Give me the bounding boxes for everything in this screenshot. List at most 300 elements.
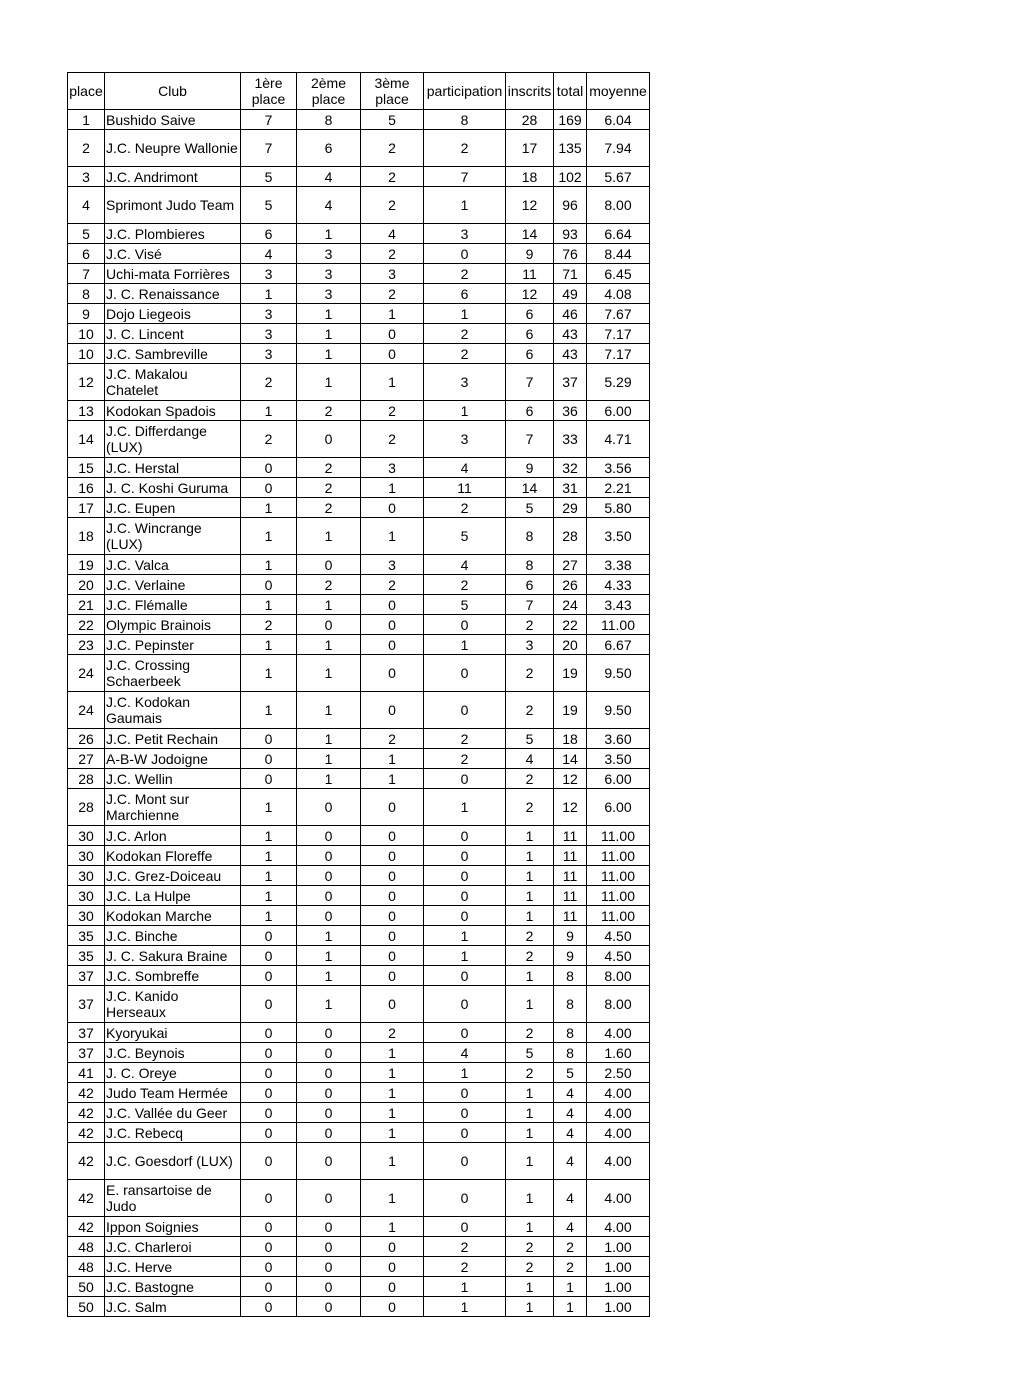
total-cell: 14: [554, 749, 587, 769]
first-place-cell: 0: [241, 1143, 297, 1180]
moyenne-cell: 6.00: [587, 769, 650, 789]
place-cell: 30: [68, 886, 105, 906]
total-cell: 37: [554, 364, 587, 401]
table-row: [68, 401, 650, 421]
inscrits-cell: 28: [506, 110, 554, 130]
participation-cell: 0: [424, 906, 506, 926]
moyenne-cell: 7.94: [587, 130, 650, 167]
total-cell: 22: [554, 615, 587, 635]
inscrits-cell: 8: [506, 518, 554, 555]
table-row: [68, 478, 650, 498]
club-cell: J.C. Plombieres: [105, 224, 241, 244]
third-place-cell: 0: [361, 344, 424, 364]
moyenne-cell: 5.29: [587, 364, 650, 401]
club-cell: J.C. Herve: [105, 1257, 241, 1277]
table-row: [68, 364, 650, 401]
place-cell: 24: [68, 655, 105, 692]
total-cell: 4: [554, 1123, 587, 1143]
second-place-cell: 0: [297, 1143, 361, 1180]
header-participation: participation: [424, 73, 506, 110]
club-cell: J.C. Visé: [105, 244, 241, 264]
place-cell: 7: [68, 264, 105, 284]
first-place-cell: 5: [241, 187, 297, 224]
inscrits-cell: 1: [506, 1180, 554, 1217]
third-place-cell: 0: [361, 324, 424, 344]
third-place-cell: 0: [361, 846, 424, 866]
place-cell: 26: [68, 729, 105, 749]
first-place-cell: 6: [241, 224, 297, 244]
moyenne-cell: 11.00: [587, 906, 650, 926]
second-place-cell: 0: [297, 555, 361, 575]
total-cell: 36: [554, 401, 587, 421]
second-place-cell: 1: [297, 966, 361, 986]
second-place-cell: 0: [297, 1297, 361, 1317]
inscrits-cell: 18: [506, 167, 554, 187]
second-place-cell: 1: [297, 749, 361, 769]
total-cell: 12: [554, 769, 587, 789]
second-place-cell: 0: [297, 1277, 361, 1297]
first-place-cell: 0: [241, 1217, 297, 1237]
table-row: [68, 789, 650, 826]
moyenne-cell: 6.00: [587, 401, 650, 421]
total-cell: 169: [554, 110, 587, 130]
second-place-cell: 0: [297, 1103, 361, 1123]
club-cell: Kodokan Spadois: [105, 401, 241, 421]
club-cell: J.C. Crossing Schaerbeek: [105, 655, 241, 692]
moyenne-cell: 6.04: [587, 110, 650, 130]
table-row: [68, 1043, 650, 1063]
inscrits-cell: 6: [506, 575, 554, 595]
second-place-cell: 0: [297, 826, 361, 846]
third-place-cell: 1: [361, 1143, 424, 1180]
first-place-cell: 1: [241, 846, 297, 866]
moyenne-cell: 5.67: [587, 167, 650, 187]
participation-cell: 1: [424, 401, 506, 421]
place-cell: 28: [68, 769, 105, 789]
second-place-cell: 0: [297, 1023, 361, 1043]
third-place-cell: 0: [361, 946, 424, 966]
table-row: [68, 1217, 650, 1237]
third-place-cell: 0: [361, 692, 424, 729]
participation-cell: 5: [424, 518, 506, 555]
participation-cell: 2: [424, 264, 506, 284]
club-cell: J.C. Rebecq: [105, 1123, 241, 1143]
club-cell: J.C. Grez-Doiceau: [105, 866, 241, 886]
participation-cell: 1: [424, 304, 506, 324]
club-cell: J.C. Eupen: [105, 498, 241, 518]
moyenne-cell: 4.00: [587, 1217, 650, 1237]
club-cell: J.C. Binche: [105, 926, 241, 946]
table-row: [68, 1083, 650, 1103]
club-cell: J.C. Charleroi: [105, 1237, 241, 1257]
club-cell: J.C. Sambreville: [105, 344, 241, 364]
inscrits-cell: 1: [506, 826, 554, 846]
place-cell: 22: [68, 615, 105, 635]
inscrits-cell: 2: [506, 926, 554, 946]
second-place-cell: 1: [297, 324, 361, 344]
place-cell: 42: [68, 1103, 105, 1123]
first-place-cell: 0: [241, 1083, 297, 1103]
inscrits-cell: 7: [506, 364, 554, 401]
total-cell: 33: [554, 421, 587, 458]
second-place-cell: 1: [297, 946, 361, 966]
total-cell: 43: [554, 344, 587, 364]
total-cell: 12: [554, 789, 587, 826]
third-place-cell: 0: [361, 826, 424, 846]
club-cell: J.C. Beynois: [105, 1043, 241, 1063]
club-cell: J. C. Koshi Guruma: [105, 478, 241, 498]
table-row: [68, 344, 650, 364]
participation-cell: 7: [424, 167, 506, 187]
place-cell: 16: [68, 478, 105, 498]
inscrits-cell: 3: [506, 635, 554, 655]
club-cell: A-B-W Jodoigne: [105, 749, 241, 769]
participation-cell: 1: [424, 946, 506, 966]
first-place-cell: 0: [241, 458, 297, 478]
inscrits-cell: 8: [506, 555, 554, 575]
total-cell: 11: [554, 906, 587, 926]
second-place-cell: 8: [297, 110, 361, 130]
third-place-cell: 1: [361, 364, 424, 401]
inscrits-cell: 14: [506, 478, 554, 498]
club-cell: J.C. Verlaine: [105, 575, 241, 595]
total-cell: 20: [554, 635, 587, 655]
participation-cell: 1: [424, 1063, 506, 1083]
inscrits-cell: 1: [506, 1123, 554, 1143]
total-cell: 46: [554, 304, 587, 324]
inscrits-cell: 4: [506, 749, 554, 769]
club-cell: J.C. Goesdorf (LUX): [105, 1143, 241, 1180]
moyenne-cell: 4.50: [587, 946, 650, 966]
table-row: [68, 110, 650, 130]
participation-cell: 1: [424, 1277, 506, 1297]
total-cell: 8: [554, 986, 587, 1023]
total-cell: 11: [554, 866, 587, 886]
first-place-cell: 2: [241, 421, 297, 458]
table-row: [68, 692, 650, 729]
total-cell: 19: [554, 655, 587, 692]
total-cell: 19: [554, 692, 587, 729]
third-place-cell: 2: [361, 284, 424, 304]
third-place-cell: 1: [361, 1123, 424, 1143]
place-cell: 41: [68, 1063, 105, 1083]
first-place-cell: 0: [241, 1123, 297, 1143]
participation-cell: 2: [424, 749, 506, 769]
participation-cell: 0: [424, 1083, 506, 1103]
first-place-cell: 0: [241, 1277, 297, 1297]
inscrits-cell: 7: [506, 595, 554, 615]
participation-cell: 0: [424, 1143, 506, 1180]
place-cell: 37: [68, 1043, 105, 1063]
second-place-cell: 0: [297, 615, 361, 635]
third-place-cell: 2: [361, 187, 424, 224]
place-cell: 42: [68, 1083, 105, 1103]
moyenne-cell: 1.60: [587, 1043, 650, 1063]
participation-cell: 8: [424, 110, 506, 130]
first-place-cell: 1: [241, 906, 297, 926]
place-cell: 28: [68, 789, 105, 826]
inscrits-cell: 1: [506, 986, 554, 1023]
participation-cell: 2: [424, 575, 506, 595]
third-place-cell: 2: [361, 244, 424, 264]
club-cell: J.C. Sombreffe: [105, 966, 241, 986]
table-row: [68, 324, 650, 344]
club-cell: Ippon Soignies: [105, 1217, 241, 1237]
club-cell: J.C. Bastogne: [105, 1277, 241, 1297]
first-place-cell: 0: [241, 966, 297, 986]
inscrits-cell: 1: [506, 886, 554, 906]
inscrits-cell: 1: [506, 1297, 554, 1317]
club-cell: J.C. Wincrange (LUX): [105, 518, 241, 555]
first-place-cell: 0: [241, 926, 297, 946]
moyenne-cell: 11.00: [587, 615, 650, 635]
club-cell: J. C. Renaissance: [105, 284, 241, 304]
moyenne-cell: 11.00: [587, 826, 650, 846]
place-cell: 2: [68, 130, 105, 167]
inscrits-cell: 2: [506, 769, 554, 789]
club-cell: J.C. Mont sur Marchienne: [105, 789, 241, 826]
table-row: [68, 946, 650, 966]
first-place-cell: 0: [241, 1237, 297, 1257]
place-cell: 14: [68, 421, 105, 458]
second-place-cell: 0: [297, 886, 361, 906]
club-cell: J.C. La Hulpe: [105, 886, 241, 906]
moyenne-cell: 3.56: [587, 458, 650, 478]
inscrits-cell: 2: [506, 1063, 554, 1083]
participation-cell: 2: [424, 1257, 506, 1277]
first-place-cell: 3: [241, 344, 297, 364]
second-place-cell: 0: [297, 906, 361, 926]
place-cell: 17: [68, 498, 105, 518]
second-place-cell: 1: [297, 518, 361, 555]
third-place-cell: 0: [361, 926, 424, 946]
table-row: [68, 826, 650, 846]
moyenne-cell: 6.45: [587, 264, 650, 284]
inscrits-cell: 6: [506, 344, 554, 364]
place-cell: 48: [68, 1237, 105, 1257]
ranking-table-body: [68, 110, 650, 1317]
table-row: [68, 575, 650, 595]
inscrits-cell: 1: [506, 1217, 554, 1237]
club-cell: J.C. Pepinster: [105, 635, 241, 655]
third-place-cell: 0: [361, 595, 424, 615]
club-cell: J.C. Kanido Herseaux: [105, 986, 241, 1023]
place-cell: 42: [68, 1180, 105, 1217]
third-place-cell: 0: [361, 886, 424, 906]
third-place-cell: 1: [361, 769, 424, 789]
participation-cell: 2: [424, 344, 506, 364]
participation-cell: 0: [424, 1023, 506, 1043]
participation-cell: 0: [424, 615, 506, 635]
third-place-cell: 3: [361, 555, 424, 575]
club-cell: Dojo Liegeois: [105, 304, 241, 324]
table-row: [68, 264, 650, 284]
place-cell: 50: [68, 1277, 105, 1297]
total-cell: 93: [554, 224, 587, 244]
inscrits-cell: 2: [506, 615, 554, 635]
first-place-cell: 1: [241, 284, 297, 304]
inscrits-cell: 2: [506, 655, 554, 692]
second-place-cell: 1: [297, 595, 361, 615]
third-place-cell: 0: [361, 1297, 424, 1317]
first-place-cell: 0: [241, 1103, 297, 1123]
inscrits-cell: 9: [506, 458, 554, 478]
inscrits-cell: 14: [506, 224, 554, 244]
moyenne-cell: 7.17: [587, 344, 650, 364]
third-place-cell: 1: [361, 1217, 424, 1237]
total-cell: 4: [554, 1180, 587, 1217]
header-first-place: 1ère place: [241, 73, 297, 110]
first-place-cell: 1: [241, 692, 297, 729]
participation-cell: 0: [424, 1180, 506, 1217]
inscrits-cell: 1: [506, 1083, 554, 1103]
inscrits-cell: 2: [506, 692, 554, 729]
first-place-cell: 0: [241, 575, 297, 595]
total-cell: 43: [554, 324, 587, 344]
inscrits-cell: 6: [506, 401, 554, 421]
second-place-cell: 1: [297, 692, 361, 729]
place-cell: 10: [68, 324, 105, 344]
total-cell: 76: [554, 244, 587, 264]
second-place-cell: 1: [297, 224, 361, 244]
table-row: [68, 304, 650, 324]
second-place-cell: 4: [297, 187, 361, 224]
moyenne-cell: 4.00: [587, 1083, 650, 1103]
third-place-cell: 2: [361, 401, 424, 421]
participation-cell: 3: [424, 364, 506, 401]
table-row: [68, 1297, 650, 1317]
table-row: [68, 555, 650, 575]
header-inscrits: inscrits: [506, 73, 554, 110]
total-cell: 71: [554, 264, 587, 284]
inscrits-cell: 1: [506, 866, 554, 886]
place-cell: 21: [68, 595, 105, 615]
participation-cell: 2: [424, 498, 506, 518]
participation-cell: 2: [424, 130, 506, 167]
table-row: [68, 458, 650, 478]
moyenne-cell: 6.67: [587, 635, 650, 655]
total-cell: 4: [554, 1103, 587, 1123]
header-row: [68, 73, 650, 110]
participation-cell: 11: [424, 478, 506, 498]
header-moyenne: moyenne: [587, 73, 650, 110]
total-cell: 8: [554, 1023, 587, 1043]
first-place-cell: 0: [241, 1297, 297, 1317]
third-place-cell: 3: [361, 264, 424, 284]
third-place-cell: 1: [361, 478, 424, 498]
place-cell: 5: [68, 224, 105, 244]
table-row: [68, 1123, 650, 1143]
club-cell: J.C. Vallée du Geer: [105, 1103, 241, 1123]
table-row: [68, 1257, 650, 1277]
inscrits-cell: 2: [506, 1237, 554, 1257]
moyenne-cell: 8.00: [587, 966, 650, 986]
club-cell: Judo Team Hermée: [105, 1083, 241, 1103]
second-place-cell: 2: [297, 478, 361, 498]
total-cell: 24: [554, 595, 587, 615]
place-cell: 35: [68, 926, 105, 946]
table-row: [68, 1063, 650, 1083]
club-cell: J.C. Valca: [105, 555, 241, 575]
ranking-table: [67, 72, 650, 1317]
third-place-cell: 3: [361, 458, 424, 478]
place-cell: 27: [68, 749, 105, 769]
third-place-cell: 1: [361, 749, 424, 769]
moyenne-cell: 7.17: [587, 324, 650, 344]
first-place-cell: 0: [241, 769, 297, 789]
place-cell: 35: [68, 946, 105, 966]
total-cell: 4: [554, 1083, 587, 1103]
third-place-cell: 2: [361, 575, 424, 595]
club-cell: J. C. Oreye: [105, 1063, 241, 1083]
place-cell: 12: [68, 364, 105, 401]
club-cell: Kodokan Marche: [105, 906, 241, 926]
third-place-cell: 1: [361, 1063, 424, 1083]
participation-cell: 0: [424, 826, 506, 846]
table-row: [68, 749, 650, 769]
third-place-cell: 4: [361, 224, 424, 244]
inscrits-cell: 9: [506, 244, 554, 264]
total-cell: 4: [554, 1143, 587, 1180]
first-place-cell: 0: [241, 1043, 297, 1063]
participation-cell: 0: [424, 1123, 506, 1143]
second-place-cell: 4: [297, 167, 361, 187]
third-place-cell: 0: [361, 1237, 424, 1257]
second-place-cell: 2: [297, 498, 361, 518]
header-club: Club: [105, 73, 241, 110]
header-second-place: 2ème place: [297, 73, 361, 110]
table-row: [68, 187, 650, 224]
place-cell: 37: [68, 966, 105, 986]
total-cell: 11: [554, 846, 587, 866]
club-cell: J. C. Lincent: [105, 324, 241, 344]
place-cell: 18: [68, 518, 105, 555]
first-place-cell: 3: [241, 304, 297, 324]
inscrits-cell: 2: [506, 789, 554, 826]
table-row: [68, 1180, 650, 1217]
club-cell: J.C. Wellin: [105, 769, 241, 789]
participation-cell: 0: [424, 769, 506, 789]
inscrits-cell: 12: [506, 284, 554, 304]
third-place-cell: 0: [361, 986, 424, 1023]
inscrits-cell: 1: [506, 906, 554, 926]
second-place-cell: 1: [297, 729, 361, 749]
moyenne-cell: 8.00: [587, 986, 650, 1023]
first-place-cell: 0: [241, 729, 297, 749]
participation-cell: 0: [424, 244, 506, 264]
club-cell: Bushido Saive: [105, 110, 241, 130]
first-place-cell: 7: [241, 110, 297, 130]
participation-cell: 1: [424, 1297, 506, 1317]
moyenne-cell: 4.00: [587, 1123, 650, 1143]
place-cell: 37: [68, 986, 105, 1023]
moyenne-cell: 4.71: [587, 421, 650, 458]
moyenne-cell: 4.00: [587, 1103, 650, 1123]
second-place-cell: 0: [297, 866, 361, 886]
first-place-cell: 3: [241, 264, 297, 284]
table-row: [68, 866, 650, 886]
place-cell: 24: [68, 692, 105, 729]
moyenne-cell: 4.00: [587, 1180, 650, 1217]
moyenne-cell: 4.00: [587, 1023, 650, 1043]
second-place-cell: 0: [297, 789, 361, 826]
second-place-cell: 1: [297, 986, 361, 1023]
table-row: [68, 1237, 650, 1257]
moyenne-cell: 1.00: [587, 1237, 650, 1257]
third-place-cell: 5: [361, 110, 424, 130]
total-cell: 9: [554, 946, 587, 966]
first-place-cell: 0: [241, 478, 297, 498]
